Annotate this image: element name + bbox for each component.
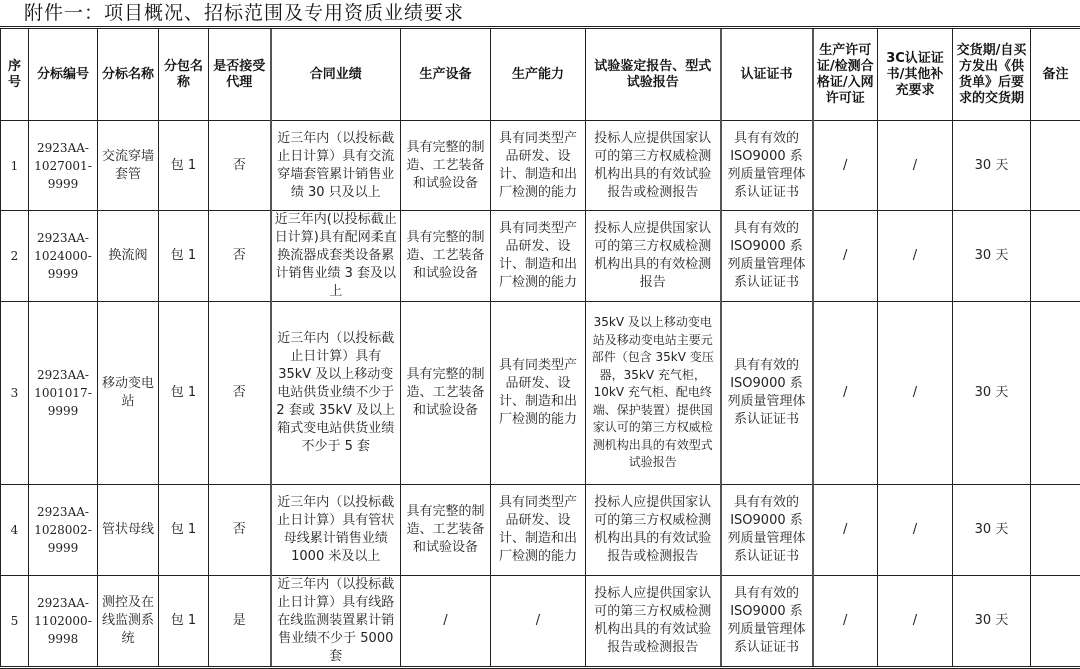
cell-delivery: 30 天: [953, 211, 1031, 302]
cell-delivery: 30 天: [953, 121, 1031, 211]
cell-certificate: 具有有效的 ISO9000 系列质量管理体系认证证书: [721, 576, 813, 668]
cell-capacity: 具有同类型产品研发、设计、制造和出厂检测的能力: [491, 121, 586, 211]
header-license: 生产许可证/检测合格证/入网许可证: [813, 28, 878, 121]
header-seq: 序号: [1, 28, 29, 121]
cell-delivery: 30 天: [953, 302, 1031, 485]
cell-certificate: 具有有效的 ISO9000 系列质量管理体系认证证书: [721, 211, 813, 302]
table-row: [1, 485, 1080, 576]
cell-seq: 4: [1, 485, 29, 576]
cell-test-report: 投标人应提供国家认可的第三方权威检测机构出具的有效试验报告或检测报告: [586, 576, 721, 668]
cell-code: 2923AA-1001017-9999: [29, 302, 98, 485]
cell-remark: [1031, 485, 1080, 576]
cell-certificate: 具有有效的 ISO9000 系列质量管理体系认证证书: [721, 121, 813, 211]
cell-remark: [1031, 302, 1080, 485]
cell-capacity: 具有同类型产品研发、设计、制造和出厂检测的能力: [491, 302, 586, 485]
cell-seq: 1: [1, 121, 29, 211]
header-remark: 备注: [1031, 28, 1080, 121]
cell-name: 测控及在线监测系统: [98, 576, 159, 668]
header-delivery: 交货期/自买方发出《供货单》后要求的交货期: [953, 28, 1031, 121]
cell-agent: 否: [209, 121, 271, 211]
cell-package: 包 1: [159, 211, 209, 302]
header-equipment: 生产设备: [401, 28, 491, 121]
table-header-row: [1, 28, 1080, 121]
cell-equipment: 具有完整的制造、工艺装备和试验设备: [401, 121, 491, 211]
cell-equipment: 具有完整的制造、工艺装备和试验设备: [401, 302, 491, 485]
cell-license: /: [813, 211, 878, 302]
cell-3c: /: [878, 576, 953, 668]
cell-name: 换流阀: [98, 211, 159, 302]
requirements-table: [0, 26, 1080, 669]
cell-name: 交流穿墙套管: [98, 121, 159, 211]
cell-3c: /: [878, 121, 953, 211]
cell-equipment: 具有完整的制造、工艺装备和试验设备: [401, 485, 491, 576]
cell-remark: [1031, 576, 1080, 668]
table-row: [1, 121, 1080, 211]
cell-3c: /: [878, 302, 953, 485]
table-row: [1, 576, 1080, 668]
cell-license: /: [813, 485, 878, 576]
header-code: 分标编号: [29, 28, 98, 121]
header-performance: 合同业绩: [271, 28, 401, 121]
cell-package: 包 1: [159, 302, 209, 485]
cell-code: 2923AA-1024000-9999: [29, 211, 98, 302]
cell-package: 包 1: [159, 576, 209, 668]
cell-certificate: 具有有效的 ISO9000 系列质量管理体系认证证书: [721, 302, 813, 485]
cell-agent: 是: [209, 576, 271, 668]
cell-test-report: 投标人应提供国家认可的第三方权威检测机构出具的有效试验报告或检测报告: [586, 485, 721, 576]
cell-test-report: 投标人应提供国家认可的第三方权威检测机构出具的有效检测报告: [586, 211, 721, 302]
header-capacity: 生产能力: [491, 28, 586, 121]
cell-seq: 5: [1, 576, 29, 668]
cell-equipment: 具有完整的制造、工艺装备和试验设备: [401, 211, 491, 302]
cell-license: /: [813, 576, 878, 668]
cell-agent: 否: [209, 302, 271, 485]
cell-package: 包 1: [159, 121, 209, 211]
cell-agent: 否: [209, 211, 271, 302]
table-row: [1, 302, 1080, 485]
cell-performance: 近三年内（以投标截止日计算）具有交流穿墙套管累计销售业绩 30 只及以上: [271, 121, 401, 211]
cell-performance: 近三年内（以投标截止日计算）具有管状母线累计销售业绩 1000 米及以上: [271, 485, 401, 576]
cell-3c: /: [878, 485, 953, 576]
header-test-report: 试验鉴定报告、型式试验报告: [586, 28, 721, 121]
cell-license: /: [813, 302, 878, 485]
cell-capacity: /: [491, 576, 586, 668]
cell-seq: 2: [1, 211, 29, 302]
cell-test-report: 投标人应提供国家认可的第三方权威检测机构出具的有效试验报告或检测报告: [586, 121, 721, 211]
cell-capacity: 具有同类型产品研发、设计、制造和出厂检测的能力: [491, 211, 586, 302]
cell-equipment: /: [401, 576, 491, 668]
cell-code: 2923AA-1028002-9999: [29, 485, 98, 576]
cell-delivery: 30 天: [953, 485, 1031, 576]
cell-3c: /: [878, 211, 953, 302]
cell-remark: [1031, 121, 1080, 211]
header-agent: 是否接受代理: [209, 28, 271, 121]
cell-delivery: 30 天: [953, 576, 1031, 668]
header-certificate: 认证证书: [721, 28, 813, 121]
cell-agent: 否: [209, 485, 271, 576]
table-row: [1, 211, 1080, 302]
cell-seq: 3: [1, 302, 29, 485]
cell-code: 2923AA-1102000-9998: [29, 576, 98, 668]
cell-test-report: 35kV 及以上移动变电站及移动变电站主要元部件（包含 35kV 变压器，35kV 充气柜，10kV 充气柜、配电终端、保护装置）提供国家认可的第三方权威检测机构出具的有效型式试验报告: [586, 302, 721, 485]
cell-name: 管状母线: [98, 485, 159, 576]
cell-performance: 近三年内（以投标截止日计算）具有线路在线监测装置累计销售业绩不少于 5000 套: [271, 576, 401, 668]
header-name: 分标名称: [98, 28, 159, 121]
cell-name: 移动变电站: [98, 302, 159, 485]
cell-performance: 近三年内(以投标截止日计算)具有配网柔直换流器成套类设备累计销售业绩 3 套及以上: [271, 211, 401, 302]
cell-certificate: 具有有效的 ISO9000 系列质量管理体系认证证书: [721, 485, 813, 576]
header-package: 分包名称: [159, 28, 209, 121]
cell-performance: 近三年内（以投标截止日计算）具有 35kV 及以上移动变电站供货业绩不少于 2 套或 35kV 及以上箱式变电站供货业绩不少于 5 套: [271, 302, 401, 485]
cell-package: 包 1: [159, 485, 209, 576]
cell-license: /: [813, 121, 878, 211]
cell-remark: [1031, 211, 1080, 302]
header-3c: 3C认证证书/其他补充要求: [878, 28, 953, 121]
cell-code: 2923AA-1027001-9999: [29, 121, 98, 211]
document-title: 附件一：项目概况、招标范围及专用资质业绩要求: [24, 0, 464, 27]
cell-capacity: 具有同类型产品研发、设计、制造和出厂检测的能力: [491, 485, 586, 576]
